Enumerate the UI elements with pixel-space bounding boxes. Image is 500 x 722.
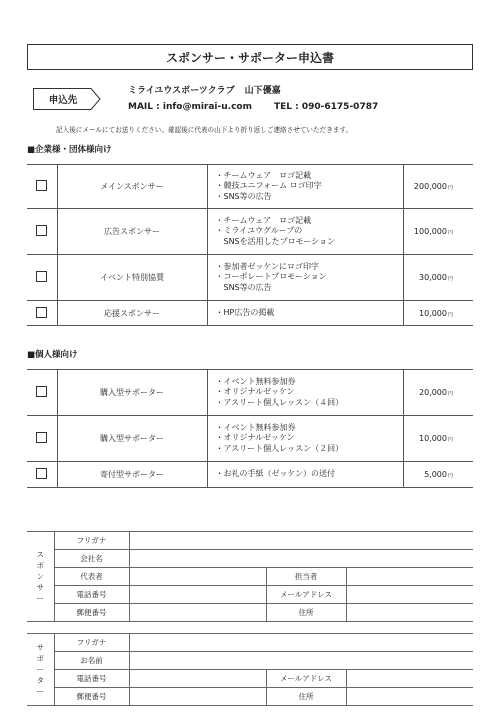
sponsor-info-form [27, 531, 473, 622]
plan-checkbox[interactable] [36, 180, 47, 191]
phone-label: 電話番号 [54, 670, 129, 688]
email-field[interactable] [346, 670, 473, 688]
contact-person-field[interactable] [346, 568, 473, 586]
plan-checkbox[interactable] [36, 432, 47, 443]
plan-price: 5,000円 [403, 462, 473, 488]
address-label: 住所 [266, 688, 346, 706]
benefit-line: ・アスリート個人レッスン（４回） [215, 397, 344, 407]
plan-name: イベント特別協賛 [57, 255, 207, 301]
benefit-line: ・コーポレートプロモーション [215, 272, 327, 282]
individual-plans-table [27, 369, 473, 488]
benefit-line: ・チームウェア ロゴ記載 [215, 170, 312, 180]
benefit-line: ・イベント無料参加券 [215, 376, 296, 386]
name-field[interactable] [129, 652, 473, 670]
apply-to-label: 申込先 [48, 95, 78, 106]
plan-checkbox[interactable] [36, 468, 47, 479]
apply-to-tag [33, 88, 101, 110]
plan-price: 200,000円 [403, 165, 473, 209]
side-char: ポ [36, 561, 44, 570]
representative-label: 代表者 [54, 568, 129, 586]
corporate-plans-table [27, 164, 473, 326]
notice-text: 記入後にメールにてお送りください。確認後に代表の山下より折り返しご連絡させていただきます。 [56, 126, 353, 134]
supporter-side-label [27, 634, 54, 706]
plan-name: 広告スポンサー [57, 209, 207, 255]
plan-row [27, 209, 473, 255]
address-field[interactable] [346, 604, 473, 622]
benefit-line: ・アスリート個人レッスン（２回） [215, 443, 344, 453]
side-char: ポ [36, 654, 44, 663]
plan-price: 30,000円 [403, 255, 473, 301]
plan-benefits [207, 416, 403, 462]
plan-name: 寄付型サポーター [57, 462, 207, 488]
postal-field[interactable] [129, 688, 266, 706]
benefit-line: ・オリジナルゼッケン [215, 433, 295, 443]
email-label: メールアドレス [266, 586, 346, 604]
plan-benefits [207, 462, 403, 488]
name-label: お名前 [54, 652, 129, 670]
benefit-line: ・ミライユウグループの [215, 226, 303, 236]
plan-name: 応援スポンサー [57, 301, 207, 326]
address-label: 住所 [266, 604, 346, 622]
postal-label: 郵便番号 [54, 688, 129, 706]
plan-row [27, 165, 473, 209]
plan-checkbox[interactable] [36, 307, 47, 318]
side-char: サ [36, 643, 44, 652]
side-char: ン [36, 572, 44, 581]
plan-name: メインスポンサー [57, 165, 207, 209]
plan-checkbox[interactable] [36, 225, 47, 236]
furigana-label: フリガナ [54, 634, 129, 652]
side-char: サ [36, 583, 44, 592]
furigana-label: フリガナ [54, 532, 129, 550]
benefit-line: ・参加者ゼッケンにロゴ印字 [215, 261, 319, 271]
form-title: スポンサー・サポーター申込書 [27, 44, 473, 70]
contact-info [128, 83, 378, 115]
plan-row [27, 255, 473, 301]
side-char: ス [36, 550, 44, 559]
postal-label: 郵便番号 [54, 604, 129, 622]
contact-person: 山下優嘉 [244, 86, 281, 96]
benefit-line: ・競技ユニフォーム ロゴ印字 [215, 181, 322, 191]
sponsor-side-label [27, 532, 54, 622]
plan-benefits [207, 255, 403, 301]
company-field[interactable] [129, 550, 473, 568]
side-char: ー [36, 687, 44, 696]
address-field[interactable] [346, 688, 473, 706]
plan-name: 購入型サポーター [57, 416, 207, 462]
benefit-line: ・お礼の手紙（ゼッケン）の送付 [215, 469, 335, 479]
contact-mail: MAIL : info@mirai-u.com [128, 102, 252, 112]
plan-benefits [207, 301, 403, 326]
phone-label: 電話番号 [54, 586, 129, 604]
benefit-line: ・HP広告の掲載 [215, 307, 275, 317]
contact-tel: TEL : 090-6175-0787 [273, 102, 379, 112]
plan-benefits [207, 165, 403, 209]
plan-name: 購入型サポーター [57, 370, 207, 416]
representative-field[interactable] [129, 568, 266, 586]
contact-org: ミライユウスポーツクラブ [128, 86, 235, 96]
postal-field[interactable] [129, 604, 266, 622]
plan-checkbox[interactable] [36, 271, 47, 282]
plan-checkbox[interactable] [36, 386, 47, 397]
benefit-line: SNS等の広告 [215, 282, 272, 292]
phone-field[interactable] [129, 670, 266, 688]
side-char: ー [36, 665, 44, 674]
email-field[interactable] [346, 586, 473, 604]
corporate-heading: ■企業様・団体様向け [27, 145, 112, 155]
side-char: ー [36, 594, 44, 603]
plan-price: 20,000円 [403, 370, 473, 416]
benefit-line: SNSを活用したプロモーション [215, 236, 335, 246]
benefit-line: ・チームウェア ロゴ記載 [215, 215, 312, 225]
company-label: 会社名 [54, 550, 129, 568]
side-char: タ [36, 676, 44, 685]
plan-row [27, 462, 473, 488]
plan-price: 100,000円 [403, 209, 473, 255]
furigana-field[interactable] [129, 532, 473, 550]
plan-row [27, 416, 473, 462]
contact-person-label: 担当者 [266, 568, 346, 586]
individual-heading: ■個人様向け [27, 350, 78, 360]
supporter-info-form [27, 633, 473, 706]
plan-price: 10,000円 [403, 416, 473, 462]
furigana-field[interactable] [129, 634, 473, 652]
plan-benefits [207, 370, 403, 416]
plan-row [27, 301, 473, 326]
benefit-line: ・SNS等の広告 [215, 191, 272, 201]
plan-row [27, 370, 473, 416]
benefit-line: ・オリジナルゼッケン [215, 387, 295, 397]
plan-benefits [207, 209, 403, 255]
phone-field[interactable] [129, 586, 266, 604]
plan-price: 10,000円 [403, 301, 473, 326]
benefit-line: ・イベント無料参加券 [215, 422, 296, 432]
email-label: メールアドレス [266, 670, 346, 688]
